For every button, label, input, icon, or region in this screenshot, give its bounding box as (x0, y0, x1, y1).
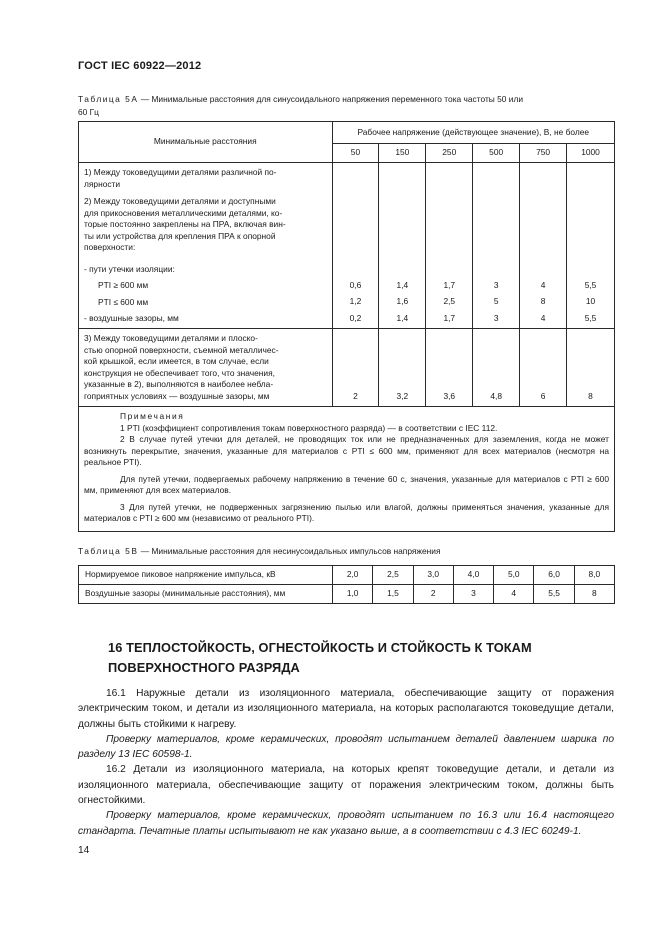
value-cell: 1,4 (396, 279, 409, 290)
item-3-line: 3) Между токоведущими деталями и плоско- (84, 333, 258, 343)
value-cell: 10 (585, 296, 596, 306)
notes-title: Примечания (120, 411, 185, 421)
item-2-line: ты или устройства для крепления ПРА к опорной (84, 230, 276, 241)
value-cell: 2,0 (333, 566, 373, 585)
row-label-clearances: - воздушные зазоры, мм (84, 313, 179, 323)
table-5a-head-voltage-group: Рабочее напряжение (действующее значение), В, не более (332, 122, 615, 144)
value-cell: 4,8 (473, 329, 520, 407)
row-label-pti-ge-600: PTI ≥ 600 мм (98, 280, 149, 290)
value-cell: 6,0 (534, 566, 574, 585)
note: 2 В случае путей утечки для деталей, не проводящих ток или не предназначенных для заземления, когда не может возникнуть перекрытие, значения, указанные для материалов с PTI ≤ 600 мм, применяют для всех материалов (несмотря на реальное PTI). (84, 434, 609, 467)
table-5a-values-col (520, 163, 567, 329)
value-cell: 8 (540, 296, 546, 306)
note: 3 Для путей утечки, не подверженных загрязнению пылью или влагой, должны применяться значения, указанные для материалов с PTI ≥ 600 мм (независимо от реального PTI). (84, 501, 609, 523)
value-cell: 1,6 (396, 296, 409, 306)
item-2-line: торые постоянно закреплены на ПРА, включая вин- (84, 219, 286, 229)
item-3-line: гоприятных условиях — воздушные зазоры, мм (84, 390, 270, 401)
value-cell: 5 (493, 296, 499, 306)
row-label-pti-le-600: PTI ≤ 600 мм (98, 296, 149, 307)
item-2-line: поверхности: (84, 242, 136, 252)
value-cell: 4 (540, 312, 546, 323)
item-3-line: конструкция не обеспечивает того, что значения, (84, 367, 275, 378)
note: Для путей утечки, подвергаемых рабочему напряжению в течение 60 с, значения, указанные для материалов с PTI ≥ 600 мм, применяют для всех материалов. (84, 473, 609, 495)
table-5b-caption-text: — Минимальные расстояния для несинусоидальных импульсов напряжения (138, 546, 441, 556)
value-cell: 1,7 (443, 312, 456, 323)
table-5a-caption (78, 93, 618, 119)
item-3-line: стью опорной поверхности, съемной металличес- (84, 344, 279, 355)
item-1-line: лярности (84, 178, 121, 189)
section-16-title-line: 16 ТЕПЛОСТОЙКОСТЬ, ОГНЕСТОЙКОСТЬ И СТОЙКОСТЬ К ТОКАМ (108, 640, 532, 655)
value-cell: 2 (332, 329, 379, 407)
value-cell: 3 (453, 585, 493, 604)
section-16-body (78, 686, 614, 839)
value-cell: 8 (567, 329, 615, 407)
value-cell: 2 (413, 585, 453, 604)
paragraph-16-2: 16.2 Детали из изоляционного материала, на которых крепят токоведущие детали, и детали из изоляционного материала, обеспечивающие защиту от поражения электрическим током, должны быть огнестойкими. (78, 764, 614, 807)
voltage-header: 500 (473, 144, 520, 163)
section-16-title-line: ПОВЕРХНОСТНОГО РАЗРЯДА (108, 660, 300, 675)
value-cell: 1,4 (396, 312, 409, 323)
value-cell: 8,0 (574, 566, 614, 585)
value-cell: 3 (493, 279, 499, 290)
table-5a-values-col (426, 163, 473, 329)
table-5a-notes (79, 407, 615, 532)
item-2-line: 2) Между токоведущими деталями и доступными (84, 196, 276, 206)
item-1-line: 1) Между токоведущими деталями различной по- (84, 167, 277, 177)
value-cell: 1,5 (373, 585, 413, 604)
value-cell: 3,0 (413, 566, 453, 585)
table-5a-head-distances: Минимальные расстояния (79, 122, 333, 163)
section-16-title (108, 638, 532, 678)
table-5a-items-1-2 (79, 163, 333, 329)
item-3-line: кой крышкой, если имеется, в том случае, если (84, 356, 269, 366)
table-5b (78, 565, 615, 604)
paragraph-16-1-check: Проверку материалов, кроме керамических, проводят испытанием деталей давлением шарика по разделу 13 IEC 60598-1. (78, 733, 614, 761)
value-cell: 1,0 (333, 585, 373, 604)
table-5a-item-3 (79, 329, 333, 407)
table-5b-row-clearances-label: Воздушные зазоры (минимальные расстояния), мм (79, 585, 333, 604)
value-cell: 3,6 (426, 329, 473, 407)
value-cell: 4 (494, 585, 534, 604)
value-cell: 6 (520, 329, 567, 407)
value-cell: 5,5 (584, 312, 597, 323)
value-cell: 1,7 (443, 279, 456, 290)
voltage-header: 150 (379, 144, 426, 163)
value-cell: 5,0 (494, 566, 534, 585)
table-5a-caption-label: Таблица 5А (78, 94, 139, 104)
table-5a-values-col (473, 163, 520, 329)
table-5a-values-col (332, 163, 379, 329)
table-5b-caption (78, 545, 618, 558)
document-code: ГОСТ IEC 60922—2012 (78, 60, 202, 72)
value-cell: 2,5 (443, 296, 456, 306)
voltage-header: 250 (426, 144, 473, 163)
table-5a-caption-text-2: 60 Гц (78, 107, 99, 117)
page-number: 14 (78, 845, 90, 856)
voltage-header: 750 (520, 144, 567, 163)
value-cell: 2,5 (373, 566, 413, 585)
value-cell: 1,2 (349, 296, 362, 306)
note: 1 PTI (коэффициент сопротивления токам поверхностного разряда) — в соответствии с IEC 112. (120, 422, 498, 433)
paragraph-16-1: 16.1 Наружные детали из изоляционного материала, обеспечивающие защиту от поражения электрическим током, и детали из изоляционного материала, на которых располагаются токоведущие детали, должны быть стойкими к нагреву. (78, 688, 614, 730)
voltage-header: 1000 (567, 144, 615, 163)
value-cell: 0,6 (349, 279, 362, 290)
table-5b-caption-label: Таблица 5В (78, 546, 139, 556)
value-cell: 4 (540, 279, 546, 290)
table-5a-values-col (379, 163, 426, 329)
value-cell: 4,0 (453, 566, 493, 585)
table-5a (78, 121, 615, 532)
value-cell: 3,2 (379, 329, 426, 407)
table-5b-row-peak-voltage-label: Нормируемое пиковое напряжение импульса, кВ (79, 566, 333, 585)
value-cell: 0,2 (349, 312, 362, 323)
value-cell: 3 (493, 312, 499, 323)
item-2-line: для прикосновения металлическими деталями, ко- (84, 207, 283, 218)
table-5a-caption-text: — Минимальные расстояния для синусоидального напряжения переменного тока частоты 50 или (138, 94, 524, 104)
value-cell: 5,5 (534, 585, 574, 604)
table-5a-values-col (567, 163, 615, 329)
creepage-label: - пути утечки изоляции: (84, 263, 175, 274)
value-cell: 5,5 (584, 279, 597, 290)
paragraph-16-2-check: Проверку материалов, кроме керамических, проводят испытанием по 16.3 или 16.4 настоящего стандарта. Печатные платы испытывают не как указано выше, а в соответствии с 4.3 IEC 60249-1. (78, 810, 614, 837)
voltage-header: 50 (332, 144, 379, 163)
value-cell: 8 (574, 585, 614, 604)
item-3-line: указанные в 2), выполняются в наиболее небла- (84, 379, 274, 389)
